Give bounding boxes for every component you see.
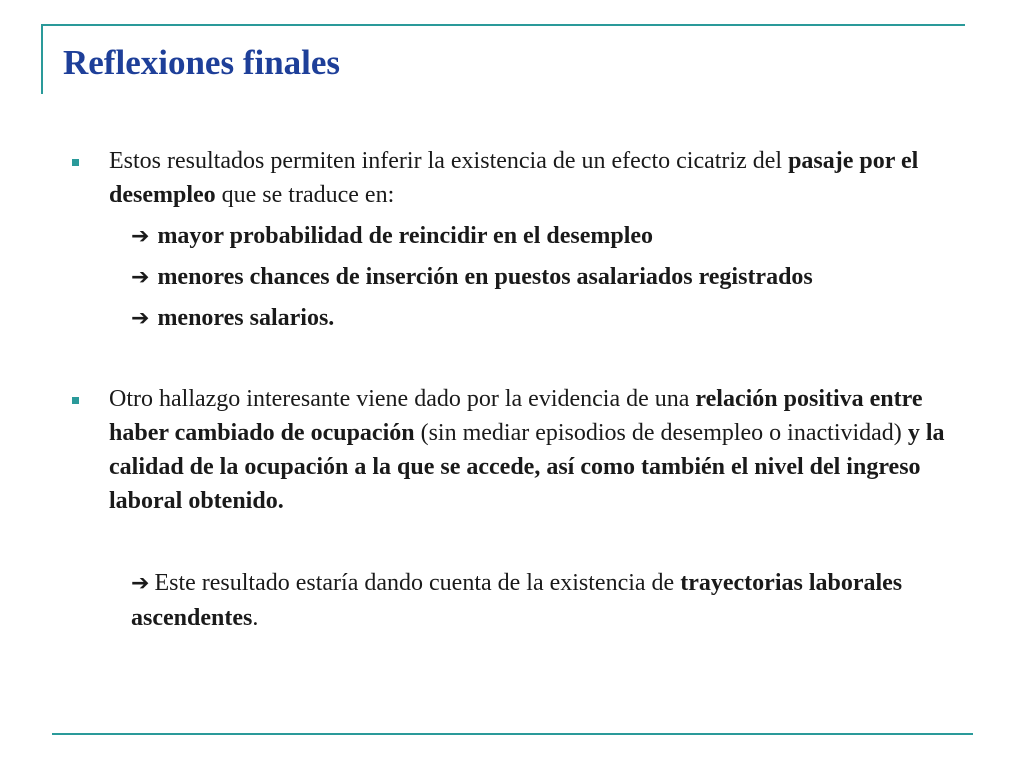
arrow-right-icon: ➔ (131, 224, 150, 249)
slide-title: Reflexiones finales (63, 43, 341, 82)
arrow-right-icon: ➔ (131, 265, 150, 290)
paragraph-occupation-change: Otro hallazgo interesante viene dado por la evidencia de una relación positiva entre haber cambiado de ocupación (sin mediar episodios de desempleo o inactividad) y la calidad de la ocupación a la que se accede, así como también el nivel del ingreso laboral obtenido. (109, 386, 945, 514)
consequence-item: ➔ menores salarios. (131, 305, 335, 331)
arrow-right-icon: ➔ (131, 306, 150, 331)
bottom-rule (52, 733, 973, 735)
bullet-square-icon (72, 397, 79, 404)
consequence-item: ➔ menores chances de inserción en puestos asalariados registrados (131, 264, 813, 290)
arrow-right-icon: ➔ (131, 571, 150, 596)
consequence-item: ➔ mayor probabilidad de reincidir en el desempleo (131, 223, 654, 249)
paragraph-conclusion: ➔ Este resultado estaría dando cuenta de la existencia de trayectorias laborales ascendentes. (131, 570, 903, 631)
top-rule (41, 24, 965, 26)
left-rule (41, 24, 43, 94)
paragraph-scar-effect: Estos resultados permiten inferir la existencia de un efecto cicatriz del pasaje por el desempleo que se traduce en: (109, 148, 919, 208)
bullet-square-icon (72, 159, 79, 166)
